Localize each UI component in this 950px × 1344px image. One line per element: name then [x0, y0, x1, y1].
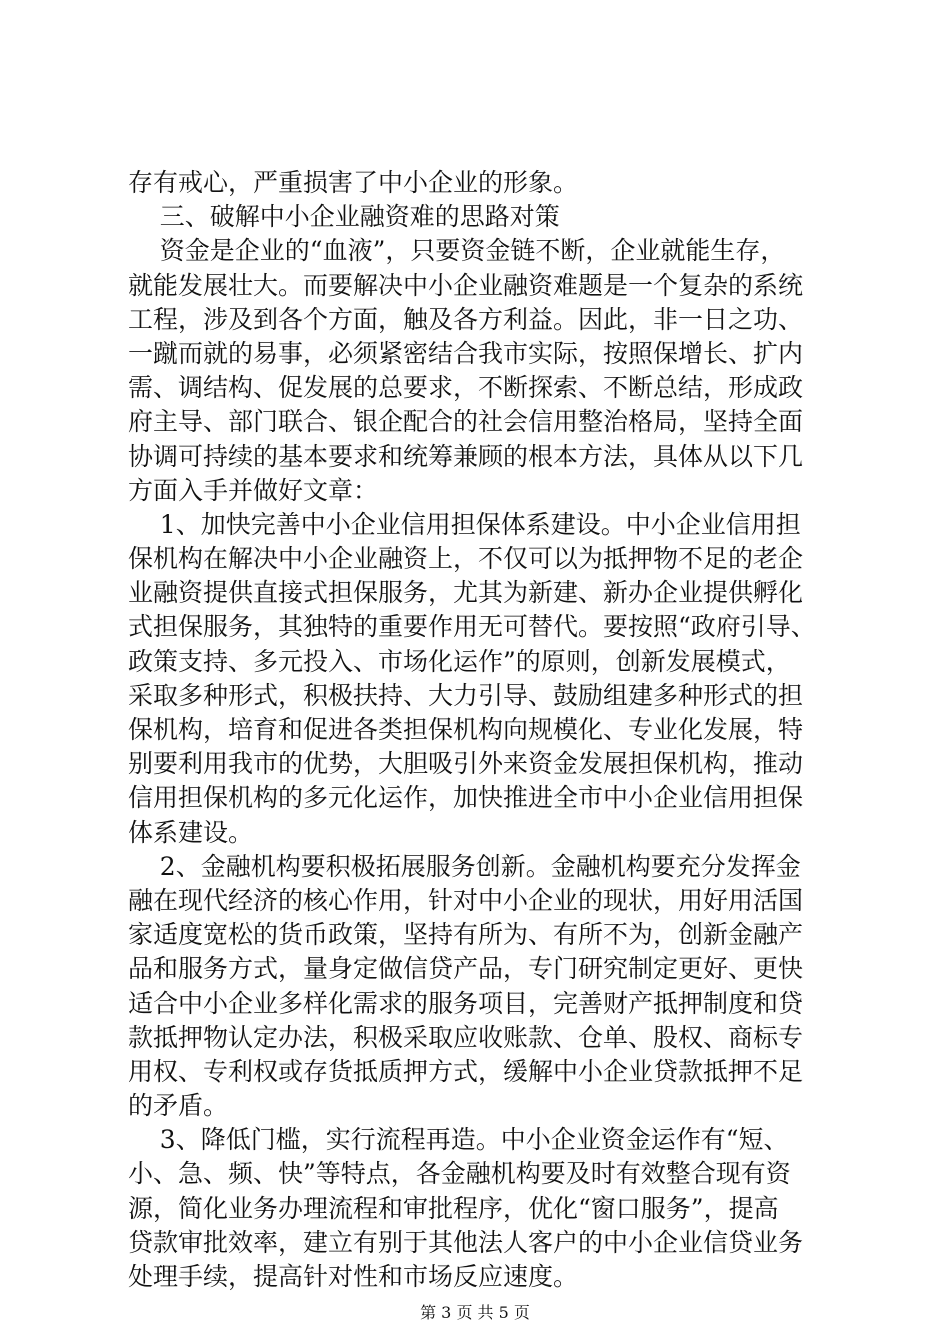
text-line-16: 采取多种形式，积极扶持、大力引导、鼓励组建多种形式的担 — [128, 680, 804, 710]
text-line-30: 小、急、频、快”等特点，各金融机构要及时有效整合现有资 — [128, 1159, 791, 1189]
text-line-10: 方面入手并做好文章： — [128, 475, 379, 505]
text-line-14: 式担保服务，其独特的重要作用无可替代。要按照“政府引导、 — [128, 612, 816, 642]
text-line-19: 信用担保机构的多元化运作，加快推进全市中小企业信用担保 — [128, 783, 804, 813]
text-line-26: 款抵押物认定办法，积极采取应收账款、仓单、股权、商标专 — [128, 1022, 804, 1052]
text-line-24: 品和服务方式，量身定做信贷产品，专门研究制定更好、更快 — [128, 954, 804, 984]
text-line-15: 政策支持、多元投入、市场化运作”的原则，创新发展模式， — [128, 646, 791, 676]
section-heading: 三、破解中小企业融资难的思路对策 — [128, 202, 560, 232]
text-line-31: 源，简化业务办理流程和审批程序，优化“窗口服务”，提高 — [128, 1193, 779, 1223]
text-line-12: 保机构在解决中小企业融资上，不仅可以为抵押物不足的老企 — [128, 544, 804, 574]
text-line-8: 府主导、部门联合、银企配合的社会信用整治格局，坚持全面 — [128, 407, 804, 437]
text-line-33: 处理手续，提高针对性和市场反应速度。 — [128, 1262, 579, 1291]
text-line-13: 业融资提供直接式担保服务，尤其为新建、新办企业提供孵化 — [128, 578, 804, 608]
text-line-25: 适合中小企业多样化需求的服务项目，完善财产抵押制度和贷 — [128, 988, 804, 1018]
text-line-27: 用权、专利权或存货抵质押方式，缓解中小企业贷款抵押不足 — [128, 1056, 804, 1086]
page-number-footer: 第 3 页 共 5 页 — [420, 1303, 530, 1322]
text-line-6: 一蹴而就的易事，必须紧密结合我市实际，按照保增长、扩内 — [128, 338, 804, 368]
text-line-22: 融在现代经济的核心作用，针对中小企业的现状，用好用活国 — [128, 885, 804, 915]
text-line-17: 保机构，培育和促进各类担保机构向规模化、专业化发展，特 — [128, 715, 804, 744]
text-line-4: 就能发展壮大。而要解决中小企业融资难题是一个复杂的系统 — [128, 270, 804, 300]
text-line-28: 的矛盾。 — [128, 1091, 229, 1121]
item-1-heading-line: 1、加快完善中小企业信用担保体系建设。中小企业信用担 — [128, 509, 801, 539]
item-2-heading-line: 2、金融机构要积极拓展服务创新。金融机构要充分发挥金 — [128, 851, 801, 881]
text-line-18: 别要利用我市的优势，大胆吸引外来资金发展担保机构，推动 — [128, 749, 804, 779]
text-line-9: 协调可持续的基本要求和统筹兼顾的根本方法，具体从以下几 — [128, 441, 804, 471]
document-body — [128, 166, 828, 1294]
text-line-20: 体系建设。 — [128, 817, 254, 847]
text-line-32: 贷款审批效率，建立有别于其他法人客户的中小企业信贷业务 — [128, 1227, 804, 1257]
text-line-7: 需、调结构、促发展的总要求，不断探索、不断总结，形成政 — [128, 373, 804, 403]
text-line-1: 存有戒心，严重损害了中小企业的形象。 — [128, 168, 579, 197]
text-line-3: 资金是企业的“血液”，只要资金链不断，企业就能生存， — [128, 236, 786, 266]
text-line-23: 家适度宽松的货币政策，坚持有所为、有所不为，创新金融产 — [128, 920, 804, 950]
text-line-5: 工程，涉及到各个方面，触及各方利益。因此，非一日之功、 — [128, 304, 804, 334]
item-3-heading-line: 3、降低门槛，实行流程再造。中小企业资金运作有“短、 — [128, 1125, 789, 1155]
